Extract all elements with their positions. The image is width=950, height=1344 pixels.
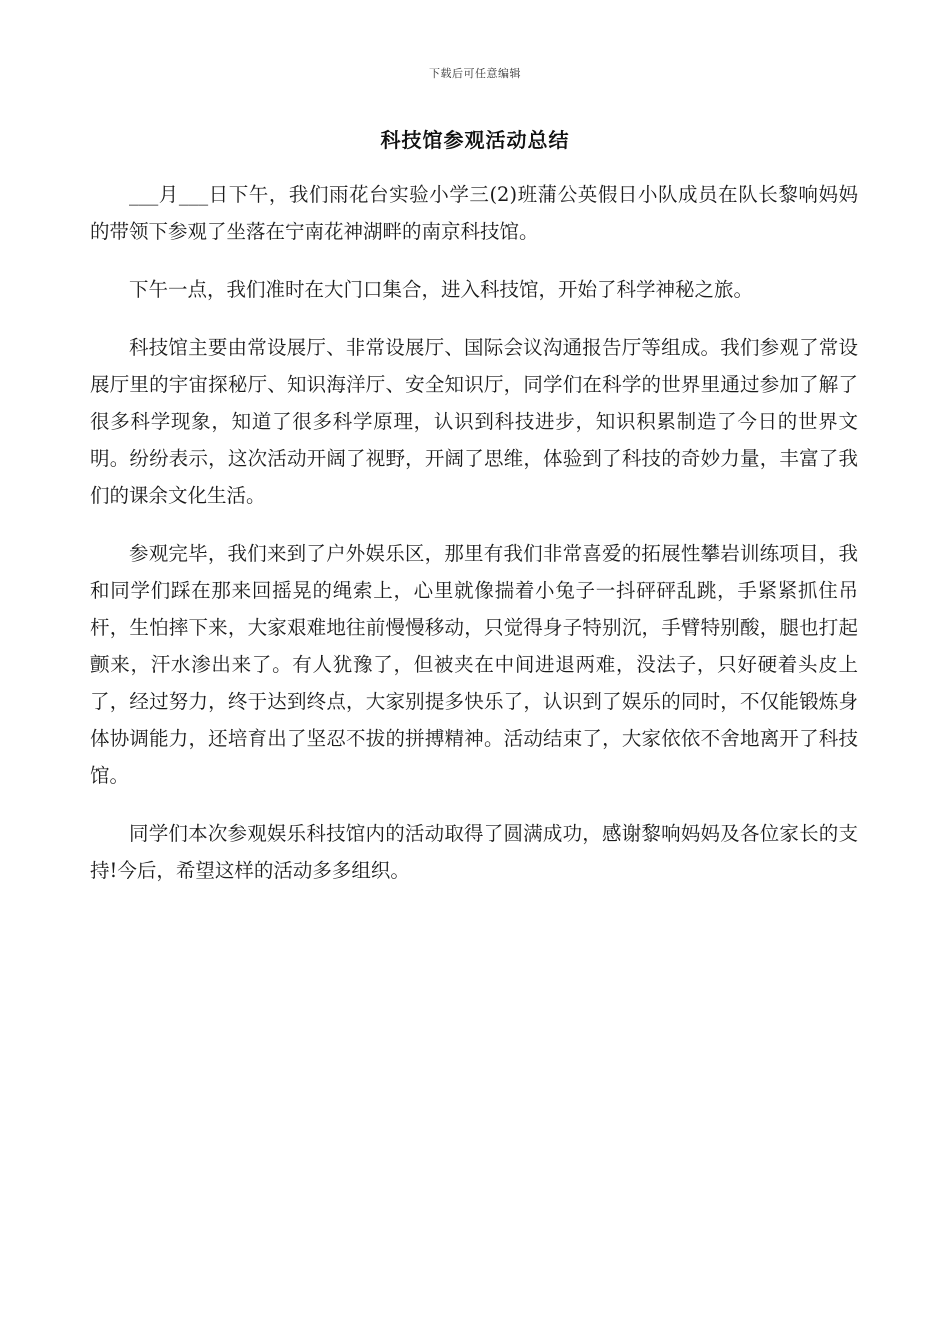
- paragraph-intro: ___月___日下午，我们雨花台实验小学三(2)班蒲公英假日小队成员在队长黎响妈妈的带领下参观了坐落在宁南花神湖畔的南京科技馆。: [90, 183, 858, 243]
- paragraph-climbing: 参观完毕，我们来到了户外娱乐区，那里有我们非常喜爱的拓展性攀岩训练项目，我和同学们踩在那来回摇晃的绳索上，心里就像揣着小兔子一抖砰砰乱跳，手紧紧抓住吊杆，生怕摔下来，大家艰难地往前慢慢移动，只觉得身子特别沉，手臂特别酸，腿也打起颤来，汗水渗出来了。有人犹豫了，但被夹在中间进退两难，没法子，只好硬着头皮上了，经过努力，终于达到终点，大家别提多快乐了，认识到了娱乐的同时，不仅能锻炼身体协调能力，还培育出了坚忍不拔的拼搏精神。活动结束了，大家依依不舍地离开了科技馆。: [90, 542, 858, 787]
- paragraph-exhibits: 科技馆主要由常设展厅、非常设展厅、国际会议沟通报告厅等组成。我们参观了常设展厅里的宇宙探秘厅、知识海洋厅、安全知识厅，同学们在科学的世界里通过参加了解了很多科学现象，知道了很多科学原理，认识到科技进步，知识积累制造了今日的世界文明。纷纷表示，这次活动开阔了视野，开阔了思维，体验到了科技的奇妙力量，丰富了我们的课余文化生活。: [90, 336, 858, 507]
- paragraph-gathering: 下午一点，我们准时在大门口集合，进入科技馆，开始了科学神秘之旅。: [129, 278, 754, 301]
- document-title: 科技馆参观活动总结: [380, 128, 570, 152]
- paragraph-conclusion: 同学们本次参观娱乐科技馆内的活动取得了圆满成功，感谢黎响妈妈及各位家长的支持!今后，希望这样的活动多多组织。: [90, 822, 858, 882]
- header-note: 下载后可任意编辑: [429, 67, 521, 80]
- document-body: [90, 176, 858, 910]
